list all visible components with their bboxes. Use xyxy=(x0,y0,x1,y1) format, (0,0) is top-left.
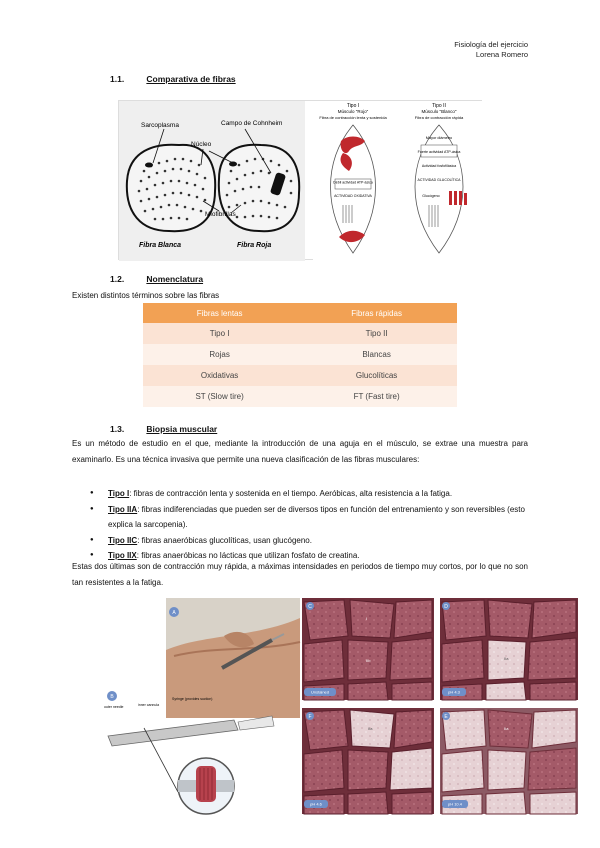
panel-label-f: F xyxy=(308,714,312,720)
table-cell: Glucolíticas xyxy=(296,365,457,386)
caption-unstained: Unstained xyxy=(310,689,330,695)
cell-label-iia: IIa xyxy=(504,656,509,661)
list-item xyxy=(90,486,530,502)
fiber-cross-section-image xyxy=(119,101,305,261)
label-tipo2-sub1: Músculo "Blanco" xyxy=(421,109,457,114)
label-mayor-diametro: Mayor diámetro xyxy=(425,136,453,140)
caption-ph43: pH 4.3 xyxy=(448,689,460,695)
section-title: Nomenclatura xyxy=(146,274,204,284)
list-item xyxy=(90,533,530,549)
fiber-types-list xyxy=(90,486,530,564)
fiber-types-diagram xyxy=(313,101,483,261)
table-cell: Tipo II xyxy=(296,323,457,344)
panel-c-unstained xyxy=(302,598,434,700)
table-header-row xyxy=(143,303,457,323)
needle-label-inner: inner cannula xyxy=(138,703,160,707)
cell-label-iia: IIa xyxy=(368,726,373,731)
table-cell: Tipo I xyxy=(143,323,296,344)
biopsy-figure xyxy=(104,598,582,818)
cell-label-iib: IIb xyxy=(366,658,371,663)
type-description: : fibras anaeróbicas no lácticas que utilizan fosfato de creatina. xyxy=(136,551,360,560)
panel-label-c: C xyxy=(308,604,312,610)
table-cell: FT (Fast tire) xyxy=(296,386,457,407)
label-actividad-glucolitica: ACTIVIDAD GLUCOLÍTICA xyxy=(417,178,461,182)
type-description: : fibras de contracción lenta y sostenida en el tiempo. Aeróbicas, alta resistencia a la fatiga. xyxy=(129,489,453,498)
caption-ph46: pH 4.6 xyxy=(310,801,322,807)
panel-d-ph43 xyxy=(440,598,578,700)
panel-label-b: B xyxy=(110,694,114,700)
type-label: Tipo I xyxy=(108,489,130,498)
label-tipo1-sub1: Músculo "Rojo" xyxy=(337,109,369,114)
table-row xyxy=(143,344,457,365)
type-label: Tipo IIC xyxy=(108,535,138,545)
type-label: Tipo IIX xyxy=(108,551,137,560)
label-glucogeno: Glucógeno xyxy=(422,194,440,198)
type-label: Tipo IIA xyxy=(108,504,138,514)
label-sarcoplasma: Sarcoplasma xyxy=(141,122,179,129)
label-fibra-roja: Fibra Roja xyxy=(237,242,272,249)
section-title: Comparativa de fibras xyxy=(146,74,236,84)
type-description: : fibras anaeróbicas glucolíticas, usan glucógeno. xyxy=(137,535,312,545)
table-row xyxy=(143,323,457,344)
label-fibra-blanca: Fibra Blanca xyxy=(139,242,182,249)
needle-label-outer: outer needle xyxy=(104,705,124,709)
panel-label-d: D xyxy=(444,604,448,610)
header-fibras-lentas: Fibras lentas xyxy=(143,303,296,323)
panel-label-e: E xyxy=(444,714,448,720)
cell-label-iia: IIa xyxy=(504,726,509,731)
header-fibras-rapidas: Fibras rápidas xyxy=(296,303,457,323)
panel-e-ph104 xyxy=(440,708,578,814)
header-course: Fisiología del ejercicio xyxy=(454,40,528,49)
section-heading-2 xyxy=(110,274,203,284)
label-campo-cohnheim: Campo de Cohnheim xyxy=(221,120,283,127)
nomenclature-table xyxy=(143,303,457,407)
fiber-comparison-figure xyxy=(118,100,482,260)
label-tipo2-sub2: Fibra de contracción rápida xyxy=(414,115,464,120)
label-fuerte-actividad: Fuerte actividad ATP-ásica xyxy=(417,150,461,154)
page-header xyxy=(454,40,528,60)
table-cell: Oxidativas xyxy=(143,365,296,386)
label-tipo1-sub2: Fibra de contracción lenta y sostenida xyxy=(319,115,387,120)
table-cell: Rojas xyxy=(143,344,296,365)
label-nucleo: Núcleo xyxy=(191,141,212,148)
table-cell: ST (Slow tire) xyxy=(143,386,296,407)
section-number: 1.3. xyxy=(110,424,125,434)
section-title: Biopsia muscular xyxy=(146,424,218,434)
panel-f-ph46 xyxy=(302,708,434,814)
cell-label-i: I xyxy=(366,616,368,621)
type-description: : fibras indiferenciadas que pueden ser de diversos tipos en función del entrenamiento y son reversibles (esto explica la sarcopenia). xyxy=(108,504,525,529)
table-row xyxy=(143,365,457,386)
intro-text: Existen distintos términos sobre las fibras xyxy=(72,291,220,300)
closing-paragraph: Estas dos últimas son de contracción muy rápida, a máximas intensidades en periodos de tiempo muy cortos, por lo que no son tan resistentes a la fatiga. xyxy=(72,562,528,587)
label-debil-actividad: Débil actividad ATP-ásica xyxy=(333,180,373,185)
label-actividad-oxidativa: ACTIVIDAD OXIDATIVA xyxy=(334,194,372,198)
table-row xyxy=(143,386,457,407)
caption-ph104: pH 10.4 xyxy=(447,801,463,807)
section-number: 1.1. xyxy=(110,74,125,84)
table-cell: Blancas xyxy=(296,344,457,365)
section-heading-3 xyxy=(110,424,217,434)
label-actividad-fosfofilasica: Actividad fosfofilásica xyxy=(421,164,457,168)
label-miofibrillas: Miofibrillas xyxy=(205,211,236,218)
biopsy-paragraph: Es un método de estudio en el que, mediante la introducción de una aguja en el músculo, se extrae una muestra para examinarlo. Es una técnica invasiva que permite una nueva clasificación de las fibras musculares: xyxy=(72,439,528,464)
list-item xyxy=(90,502,530,533)
label-tipo2-title: Tipo II xyxy=(432,103,446,109)
section-number: 1.2. xyxy=(110,274,125,284)
needle-label-syringe: Syringe (provides suction) xyxy=(172,697,213,701)
header-author: Lorena Romero xyxy=(475,50,528,59)
section-heading-1 xyxy=(110,74,236,84)
label-tipo1-title: Tipo I xyxy=(346,103,360,109)
panel-label-a: A xyxy=(172,610,176,616)
